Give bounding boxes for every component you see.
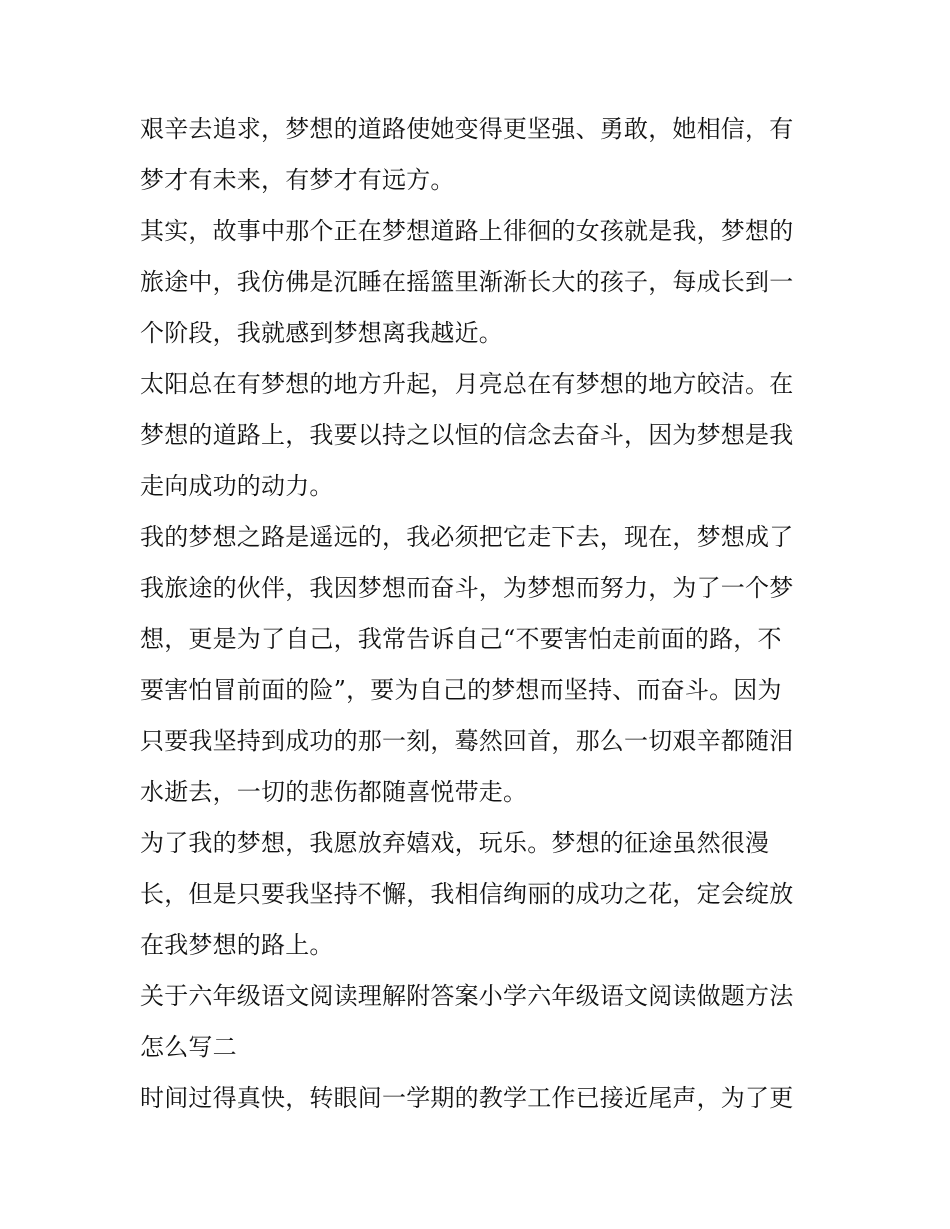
text-line: 只要我坚持到成功的那一刻，蓦然回首，那么一切艰辛都随泪 — [140, 727, 794, 755]
text-line: 梦想的道路上，我要以持之以恒的信念去奋斗，因为梦想是我 — [140, 421, 794, 449]
text-line: 艰辛去追求，梦想的道路使她变得更坚强、勇敢，她相信，有 — [140, 115, 794, 143]
text-line: 旅途中，我仿佛是沉睡在摇篮里渐渐长大的孩子，每成长到一 — [140, 268, 794, 296]
heading-line: 怎么写二 — [140, 1033, 237, 1061]
text-line: 水逝去，一切的悲伤都随喜悦带走。 — [140, 778, 528, 806]
text-line: 想，更是为了自己，我常告诉自己“不要害怕走前面的路，不 — [140, 625, 782, 653]
text-line: 为了我的梦想，我愿放弃嬉戏，玩乐。梦想的征途虽然很漫 — [140, 829, 770, 857]
heading-line: 关于六年级语文阅读理解附答案小学六年级语文阅读做题方法 — [140, 982, 794, 1010]
paragraph-6 — [140, 1073, 815, 1124]
text-line: 时间过得真快，转眼间一学期的教学工作已接近尾声，为了更 — [140, 1084, 794, 1112]
text-line: 梦才有未来，有梦才有远方。 — [140, 166, 455, 194]
text-line: 其实，故事中那个正在梦想道路上徘徊的女孩就是我，梦想的 — [140, 217, 794, 245]
text-line: 长，但是只要我坚持不懈，我相信绚丽的成功之花，定会绽放 — [140, 880, 794, 908]
text-line: 个阶段，我就感到梦想离我越近。 — [140, 319, 503, 347]
paragraph-1 — [140, 104, 815, 206]
text-line: 我旅途的伙伴，我因梦想而奋斗，为梦想而努力，为了一个梦 — [140, 574, 794, 602]
text-line: 太阳总在有梦想的地方升起，月亮总在有梦想的地方皎洁。在 — [140, 370, 794, 398]
paragraph-4 — [140, 512, 815, 818]
document-body — [140, 104, 815, 1124]
text-line: 要害怕冒前面的险”，要为自己的梦想而坚持、而奋斗。因为 — [140, 676, 782, 704]
text-line: 在我梦想的路上。 — [140, 931, 334, 959]
paragraph-2 — [140, 206, 815, 359]
paragraph-5 — [140, 818, 815, 971]
section-heading — [140, 971, 815, 1073]
text-line: 走向成功的动力。 — [140, 472, 334, 500]
paragraph-3 — [140, 359, 815, 512]
text-line: 我的梦想之路是遥远的，我必须把它走下去，现在，梦想成了 — [140, 523, 794, 551]
